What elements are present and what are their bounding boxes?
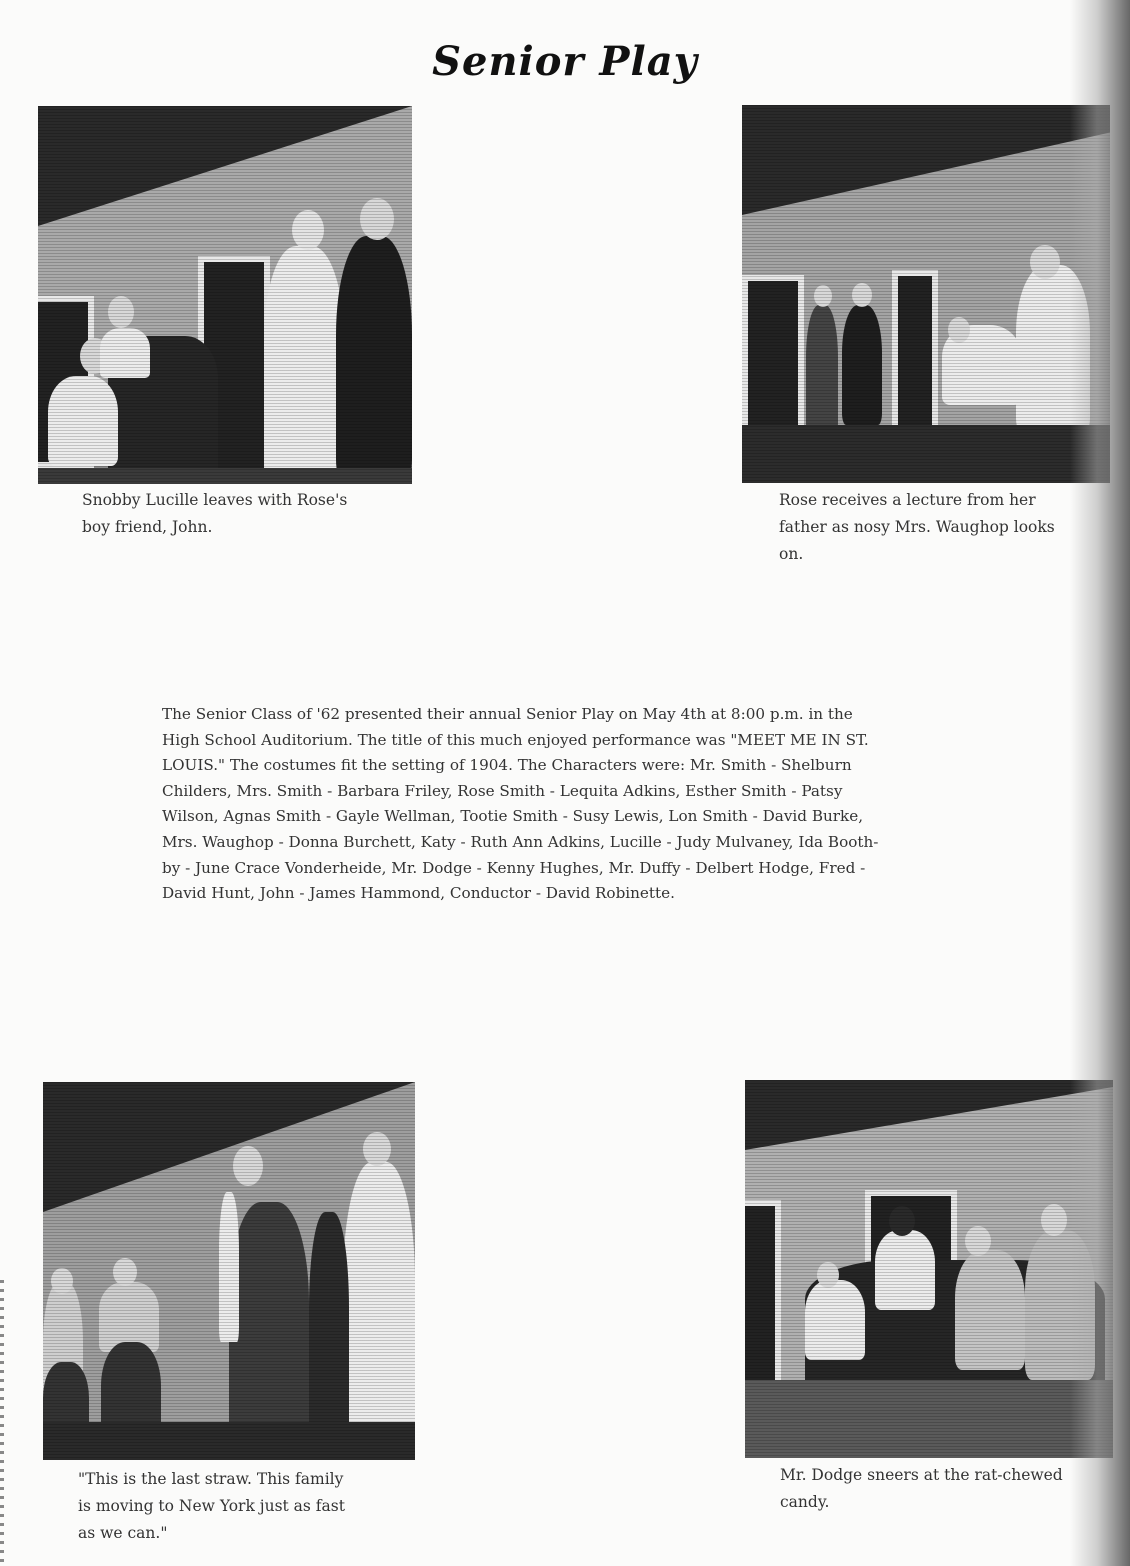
page-title: Senior Play bbox=[432, 38, 698, 85]
photo-bottom-right bbox=[745, 1080, 1113, 1458]
caption-bottom-right: Mr. Dodge sneers at the rat-chewed candy. bbox=[780, 1466, 1063, 1511]
photo-top-left bbox=[38, 106, 412, 484]
photo-bottom-left bbox=[43, 1082, 415, 1460]
caption-top-right: Rose receives a lecture from her father as nosy Mrs. Waughop looks on. bbox=[779, 491, 1055, 563]
caption-top-left: Snobby Lucille leaves with Rose's boy friend, John. bbox=[82, 491, 348, 536]
play-description: The Senior Class of '62 presented their annual Senior Play on May 4th at 8:00 p.m. in the High School Auditorium. The title of this much enjoyed performance was "MEET ME IN ST. LOUIS." The costumes fit the setting of 1904. The Characters were: Mr. Smith - Shelburn Childers, Mrs. Smith - Barbara Friley, Rose Smith - Lequita Adkins, Esther Smith - Patsy Wilson, Agnas Smith - Gayle Wellman, Tootie Smith - Susy Lewis, Lon Smith - David Burke, Mrs. Waughop - Donna Burchett, Katy - Ruth Ann Adkins, Lucille - Judy Mulvaney, Ida Booth- by - June Crace Vonderheide, Mr. Dodge - Kenny Hughes, Mr. Duffy - Delbert Hodge, Fred - David Hunt, John - James Hammond, Conductor - David Robinette. bbox=[162, 705, 879, 903]
page-edge-marks bbox=[0, 1280, 4, 1566]
photo-top-right bbox=[742, 105, 1110, 483]
caption-bottom-left: "This is the last straw. This family is moving to New York just as fast as we can." bbox=[78, 1470, 345, 1542]
